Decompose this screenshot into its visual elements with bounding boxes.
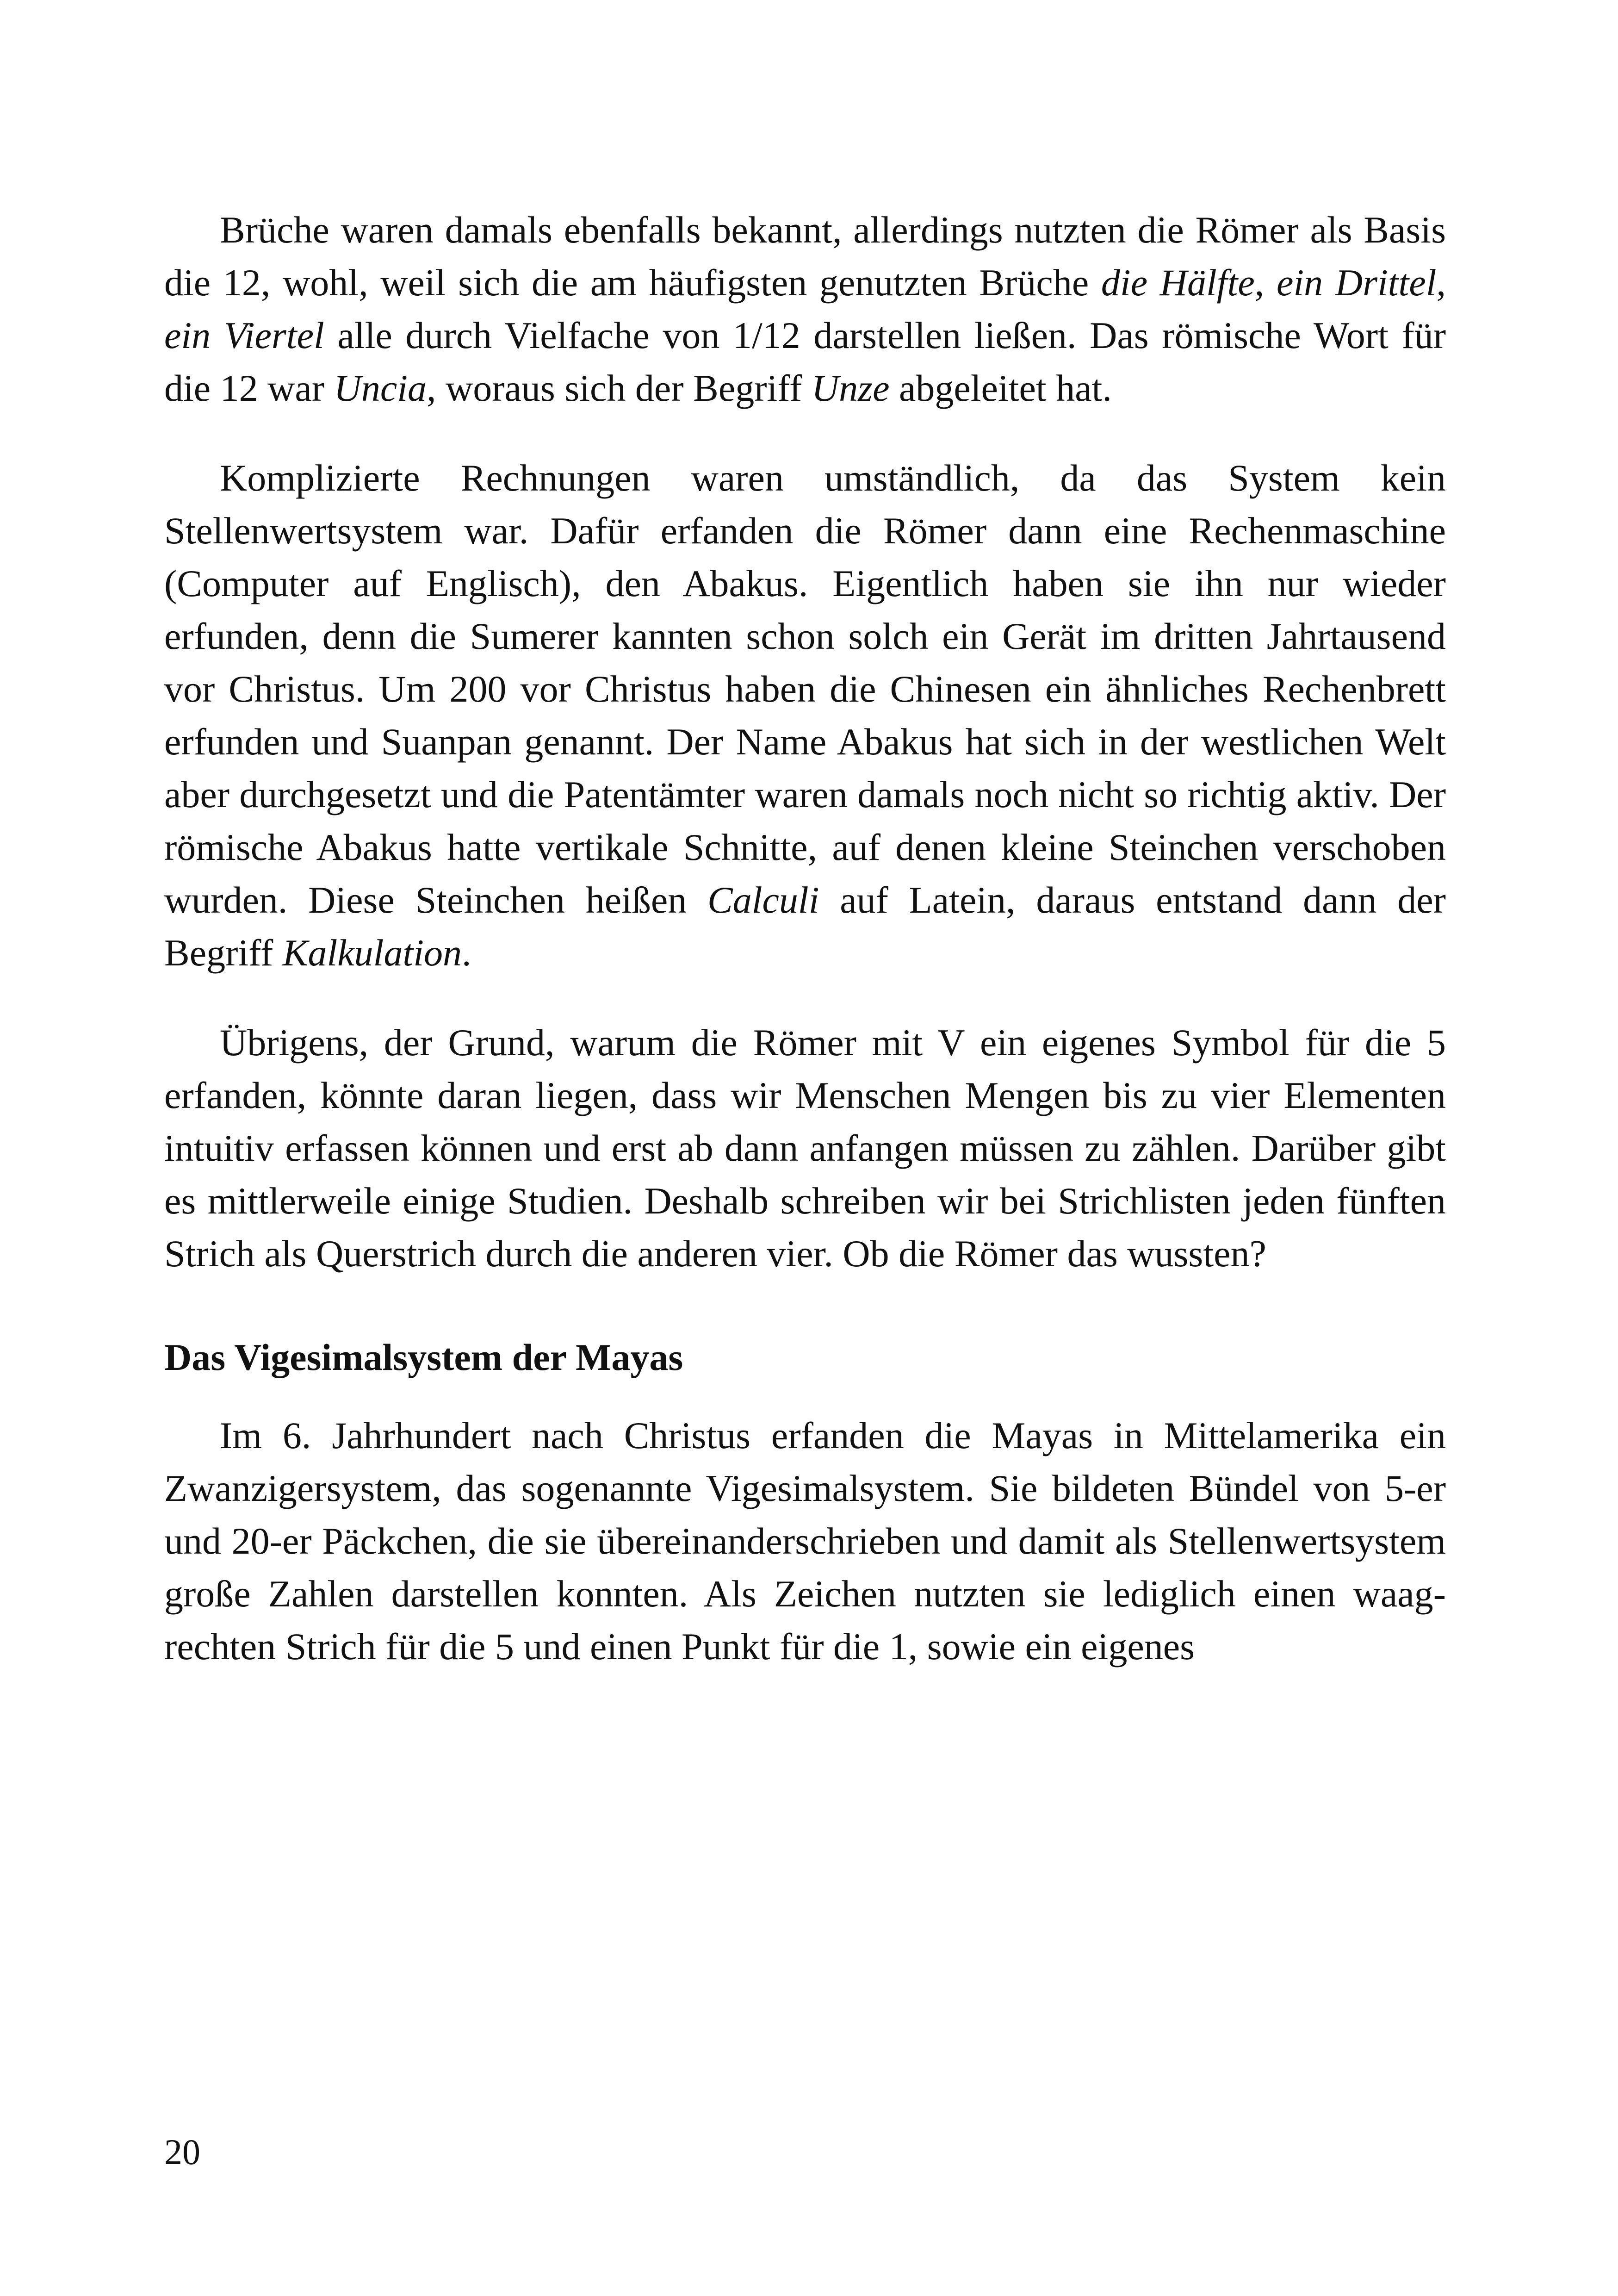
text-run: auf Latein, daraus entstand dann der Begriff — [164, 879, 1446, 974]
text-run: Übrigens, der Grund, warum die Römer mit V ein eigenes Symbol für die 5 erfanden, könnte daran liegen, dass wir Menschen Mengen bis zu vier Elementen intuitiv erfassen können und erst ab dann anfangen müssen zu zählen. Darüber gibt es mittlerweile einige Studien. Deshalb schreiben wir bei Strichlisten jeden fünften Strich als Querstrich durch die anderen vier. Ob die Römer das wussten? — [164, 1021, 1446, 1275]
section-heading: Das Vigesimalsystem der Mayas — [164, 1336, 683, 1378]
page-body — [164, 204, 1446, 1673]
italic-term: die Hälfte — [1101, 261, 1255, 304]
italic-term: Kalkulation — [282, 932, 462, 974]
paragraph-mayas — [164, 1409, 1446, 1673]
italic-term: ein Viertel — [164, 314, 324, 356]
text-run: , — [1436, 261, 1446, 304]
italic-term: Calculi — [707, 879, 819, 921]
text-run: , — [1254, 261, 1277, 304]
italic-term: ein Drittel — [1276, 261, 1437, 304]
text-run: Im 6. Jahrhundert nach Christus erfanden die Mayas in Mittelamerika ein Zwanzigersystem, das sogenannte Vigesimalsystem. Sie bildeten Bündel von 5-er und 20-er Päckchen, die sie übereinanderschrieben und damit als Stellenwertsystem große Zahlen darstellen konnten. Als Zeichen nutzten sie lediglich einen waagrechten Strich für die 5 und einen Punkt für die 1, sowie ein eigenes — [164, 1414, 1446, 1668]
text-run: alle durch Vielfache von 1/12 darstellen ließen. Das römische Wort für die 12 war — [164, 314, 1446, 409]
paragraph-fractions — [164, 204, 1446, 415]
paragraph-symbol-five — [164, 1016, 1446, 1280]
italic-term: Unze — [811, 367, 890, 409]
text-run: . — [462, 932, 471, 974]
paragraph-abacus — [164, 452, 1446, 979]
italic-term: Uncia — [334, 367, 427, 409]
text-run: Brüche waren damals ebenfalls bekannt, allerdings nutzten die Römer als Basis die 12, wohl, weil sich die am häufigsten genutzten Brüche — [164, 209, 1446, 304]
text-run: Komplizierte Rechnungen waren umständlich, da das System kein Stellenwertsystem war. Dafür erfanden die Römer dann eine Rechenmaschine (Computer auf Englisch), den Abakus. Eigentlich haben sie ihn nur wieder erfunden, denn die Sumerer kannten schon solch ein Gerät im dritten Jahrtausend vor Christus. Um 200 vor Christus haben die Chinesen ein ähnliches Rechenbrett erfunden und Suanpan genannt. Der Name Abakus hat sich in der westlichen Welt aber durchgesetzt und die Patentämter waren damals noch nicht so richtig aktiv. Der römische Abakus hatte vertikale Schnitte, auf denen kleine Steinchen verschoben wurden. Diese Steinchen heißen — [164, 457, 1446, 921]
page-number: 20 — [164, 2132, 200, 2172]
text-run: , woraus sich der Begriff — [427, 367, 812, 409]
text-run: abgeleitet hat. — [889, 367, 1112, 409]
